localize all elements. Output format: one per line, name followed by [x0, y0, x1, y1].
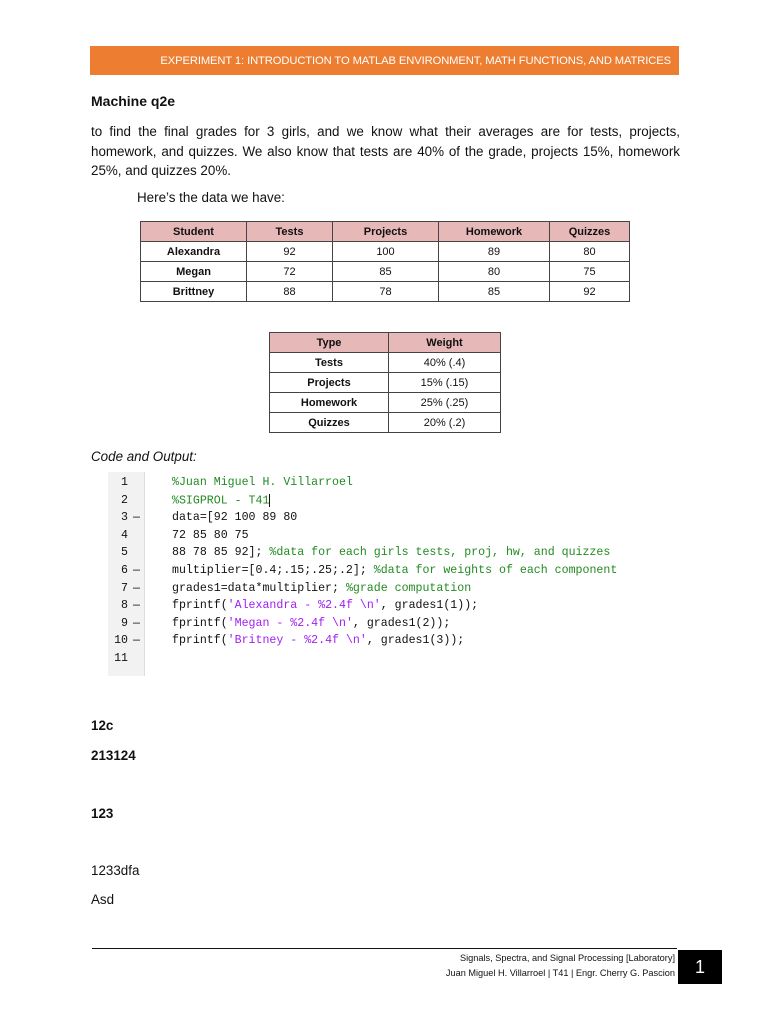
- code-output-label: Code and Output:: [91, 449, 197, 464]
- executable-marker: —: [133, 511, 140, 525]
- footer-author: Juan Miguel H. Villarroel | T41 | Engr. Cherry G. Pascion: [445, 968, 675, 978]
- table-cell: 92: [550, 282, 630, 302]
- banner-title: EXPERIMENT 1: INTRODUCTION TO MATLAB ENVIRONMENT, MATH FUNCTIONS, AND MATRICES: [160, 54, 671, 67]
- code-token: , grades1(3));: [366, 634, 465, 648]
- code-text: [172, 599, 478, 612]
- code-token: fprintf(: [172, 634, 228, 648]
- col-tests: Tests: [247, 222, 333, 242]
- table-cell: 92: [247, 242, 333, 262]
- col-type: Type: [270, 333, 389, 353]
- executable-marker: —: [133, 564, 140, 577]
- table-row: [141, 242, 630, 262]
- table-cell: 15% (.15): [389, 373, 501, 393]
- code-token: , grades1(1));: [380, 599, 479, 613]
- line-number: 7: [121, 581, 128, 595]
- code-text: [172, 476, 353, 489]
- code-string: 'Alexandra - %2.4f \n': [227, 599, 381, 613]
- code-string: 'Britney - %2.4f \n': [227, 634, 367, 648]
- code-token: grades1=data*multiplier;: [172, 581, 346, 595]
- student-name: Megan: [141, 262, 247, 282]
- text-line: 123: [91, 806, 114, 821]
- code-token: 88 78 85 92];: [172, 546, 270, 560]
- code-token: , grades1(2));: [352, 616, 451, 630]
- table-cell: 100: [333, 242, 439, 262]
- code-token: multiplier=[0.4;.15;.25;.2];: [172, 564, 374, 577]
- col-weight: Weight: [389, 333, 501, 353]
- executable-marker: —: [133, 634, 140, 648]
- executable-marker: —: [133, 599, 140, 613]
- line-number: 10: [114, 634, 128, 648]
- student-name: Brittney: [141, 282, 247, 302]
- header-banner: [90, 46, 679, 75]
- line-number: 11: [114, 652, 128, 665]
- table-cell: 20% (.2): [389, 413, 501, 433]
- table-cell: 25% (.25): [389, 393, 501, 413]
- grades-table: [140, 221, 630, 302]
- text-line: Asd: [91, 892, 115, 907]
- code-text: [172, 634, 464, 647]
- data-intro: Here’s the data we have:: [137, 190, 285, 205]
- table-cell: 72: [247, 262, 333, 282]
- executable-marker: —: [133, 616, 140, 630]
- table-cell: 85: [439, 282, 550, 302]
- page-number: 1: [678, 950, 722, 984]
- line-number: 5: [121, 546, 128, 560]
- code-token: data=[92 100 89 80: [172, 511, 298, 525]
- table-row: [141, 282, 630, 302]
- code-token: fprintf(: [172, 599, 228, 613]
- code-text: [172, 546, 610, 559]
- student-name: Alexandra: [141, 242, 247, 262]
- line-number: 6: [121, 564, 128, 577]
- code-token: 72 85 80 75: [172, 528, 249, 542]
- table-row: [270, 413, 501, 433]
- table-row: [270, 373, 501, 393]
- text-line: 12c: [91, 718, 114, 733]
- line-number: 1: [121, 476, 128, 489]
- footer-course: Signals, Spectra, and Signal Processing [Laboratory]: [459, 953, 675, 963]
- type-name: Homework: [270, 393, 389, 413]
- code-comment: %data for weights of each component: [373, 564, 618, 577]
- section-title: Machine q2e: [91, 93, 176, 109]
- table-cell: 75: [550, 262, 630, 282]
- text-line: 213124: [91, 748, 136, 763]
- table-cell: 80: [550, 242, 630, 262]
- type-name: Tests: [270, 353, 389, 373]
- code-string: 'Megan - %2.4f \n': [227, 616, 353, 630]
- text-cursor: [269, 494, 270, 507]
- table-cell: 88: [247, 282, 333, 302]
- code-comment: %grade computation: [345, 581, 472, 595]
- type-name: Projects: [270, 373, 389, 393]
- code-text: [172, 617, 450, 630]
- code-text: [172, 564, 617, 577]
- type-name: Quizzes: [270, 413, 389, 433]
- col-projects: Projects: [333, 222, 439, 242]
- line-number: 9: [121, 616, 128, 630]
- line-number: 2: [121, 493, 128, 507]
- table-row: [270, 393, 501, 413]
- grades-table-header-row: [141, 222, 630, 242]
- matlab-code-editor[interactable]: [108, 472, 680, 676]
- col-homework: Homework: [439, 222, 550, 242]
- code-text: [172, 529, 249, 542]
- executable-marker: —: [133, 581, 140, 595]
- code-comment: %data for each girls tests, proj, hw, and quizzes: [269, 546, 611, 560]
- table-cell: 85: [333, 262, 439, 282]
- col-quizzes: Quizzes: [550, 222, 630, 242]
- code-token: fprintf(: [172, 616, 228, 630]
- weights-table-header-row: [270, 333, 501, 353]
- code-comment: %SIGPROL - T41: [172, 494, 270, 508]
- table-row: [141, 262, 630, 282]
- weights-table: [269, 332, 501, 433]
- code-comment: %Juan Miguel H. Villarroel: [172, 476, 353, 489]
- table-cell: 89: [439, 242, 550, 262]
- text-line: 1233dfa: [91, 863, 140, 878]
- col-student: Student: [141, 222, 247, 242]
- table-cell: 80: [439, 262, 550, 282]
- table-cell: 78: [333, 282, 439, 302]
- line-number: 8: [121, 599, 128, 613]
- code-text: [172, 582, 471, 595]
- code-text: [172, 494, 270, 508]
- table-row: [270, 353, 501, 373]
- line-number: 3: [121, 511, 128, 525]
- line-number: 4: [121, 528, 128, 542]
- problem-description: to find the final grades for 3 girls, and we know what their averages are for tests, projects, homework, and quizzes. We also know that tests are 40% of the grade, projects 15%, homework 25%, and quizzes 20%.: [91, 124, 680, 178]
- code-text: [172, 511, 297, 524]
- footer-divider: [92, 948, 677, 949]
- table-cell: 40% (.4): [389, 353, 501, 373]
